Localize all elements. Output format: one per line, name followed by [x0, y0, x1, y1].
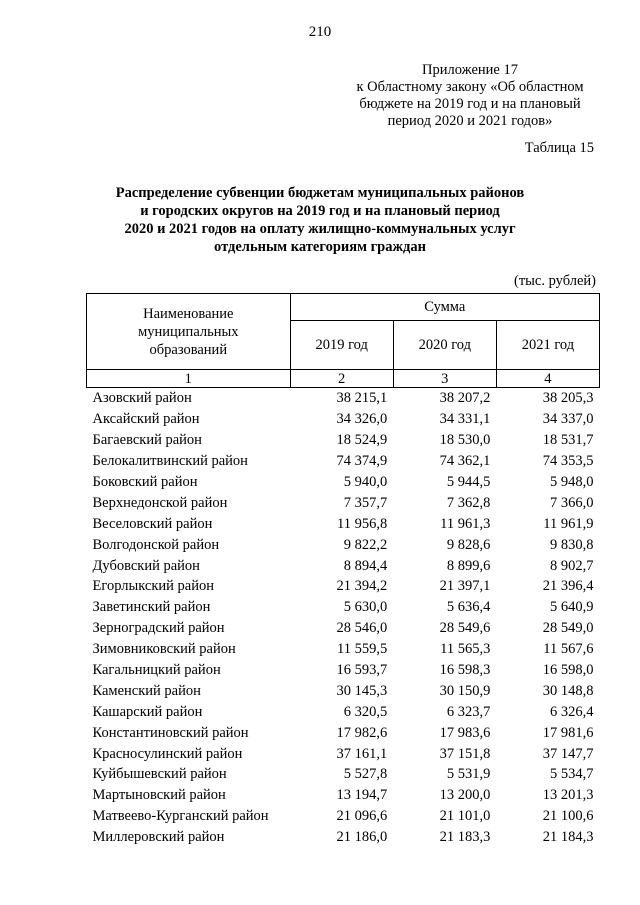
name-column-header — [87, 294, 291, 370]
amount-cell: 9 822,2 — [343, 536, 388, 553]
amount-cell: 21 397,1 — [439, 578, 491, 595]
amount-cell: 37 147,7 — [542, 745, 594, 762]
district-name: Зерноградский район — [92, 620, 225, 637]
table-row — [87, 827, 600, 848]
amount-cell: 5 534,7 — [550, 766, 594, 783]
table-row — [87, 660, 600, 681]
district-name: Куйбышевский район — [92, 766, 227, 783]
district-name: Заветинский район — [92, 599, 211, 616]
amount-cell: 34 337,0 — [542, 411, 594, 428]
district-name: Кашарский район — [92, 703, 203, 720]
amount-cell: 16 593,7 — [336, 662, 388, 679]
district-name: Верхнедонской район — [92, 494, 228, 511]
amount-cell: 21 183,3 — [439, 829, 491, 846]
amount-cell: 18 524,9 — [336, 432, 388, 449]
table-row — [87, 680, 600, 701]
column-number: 2 — [290, 370, 393, 388]
sum-column-header: Сумма — [290, 294, 599, 321]
amount-cell: 21 100,6 — [542, 808, 594, 825]
column-number: 3 — [393, 370, 496, 388]
amount-cell: 8 902,7 — [550, 557, 594, 574]
title-line-1: Распределение субвенции бюджетам муниципальных районов — [115, 185, 525, 201]
amount-cell: 11 565,3 — [440, 641, 491, 658]
table-row — [87, 701, 600, 722]
table-row — [87, 555, 600, 576]
table-row — [87, 743, 600, 764]
page-number: 210 — [308, 24, 332, 40]
amount-cell: 30 148,8 — [542, 682, 594, 699]
amount-cell: 5 636,4 — [446, 599, 491, 616]
district-name: Аксайский район — [92, 411, 200, 428]
amount-cell: 17 982,6 — [336, 724, 388, 741]
table-row — [87, 430, 600, 451]
amount-cell: 11 961,9 — [543, 515, 594, 532]
amount-cell: 21 184,3 — [542, 829, 594, 846]
document-title — [90, 184, 550, 256]
amount-cell: 7 357,7 — [343, 494, 388, 511]
table-row — [87, 388, 600, 409]
district-name: Белокалитвинский район — [92, 453, 248, 470]
table-row — [87, 597, 600, 618]
amount-cell: 6 323,7 — [446, 703, 491, 720]
table-row — [87, 722, 600, 743]
amount-cell: 5 527,8 — [343, 766, 388, 783]
amount-cell: 28 549,0 — [542, 620, 594, 637]
amount-cell: 28 549,6 — [439, 620, 491, 637]
name-header-line-1: Наименование — [143, 305, 234, 322]
amount-cell: 18 530,0 — [439, 432, 491, 449]
amount-cell: 6 320,5 — [343, 703, 388, 720]
subsidy-table — [86, 293, 600, 848]
district-name: Константиновский район — [92, 724, 249, 741]
amount-cell: 21 186,0 — [336, 829, 388, 846]
district-name: Багаевский район — [92, 432, 202, 449]
amount-cell: 28 546,0 — [336, 620, 388, 637]
table-row — [87, 472, 600, 493]
table-label: Таблица 15 — [524, 140, 594, 156]
appendix-line-4: период 2020 и 2021 годов» — [387, 113, 553, 129]
table-row — [87, 576, 600, 597]
name-header-line-3: образований — [149, 341, 228, 358]
appendix-line-1: Приложение 17 — [422, 62, 518, 78]
title-line-3: 2020 и 2021 годов на оплату жилищно-коммунальных услуг — [124, 221, 516, 237]
title-line-4: отдельным категориям граждан — [214, 239, 426, 255]
year-header-2019: 2019 год — [290, 321, 393, 370]
amount-cell: 38 205,3 — [542, 390, 594, 407]
amount-cell: 37 151,8 — [439, 745, 491, 762]
amount-cell: 9 828,6 — [446, 536, 491, 553]
amount-cell: 13 201,3 — [542, 787, 594, 804]
amount-cell: 17 983,6 — [439, 724, 491, 741]
year-header-2020: 2020 год — [393, 321, 496, 370]
table-row — [87, 618, 600, 639]
table-row — [87, 764, 600, 785]
district-name: Зимовниковский район — [92, 641, 236, 658]
appendix-reference — [340, 62, 600, 130]
units-label: (тыс. рублей) — [514, 273, 596, 289]
table-body — [87, 388, 600, 848]
table-row — [87, 785, 600, 806]
district-name: Каменский район — [92, 682, 201, 699]
district-name: Кагальницкий район — [92, 662, 221, 679]
amount-cell: 11 559,5 — [337, 641, 388, 658]
district-name: Матвеево-Курганский район — [92, 808, 269, 825]
amount-cell: 21 394,2 — [336, 578, 388, 595]
table-row — [87, 639, 600, 660]
table-row — [87, 534, 600, 555]
district-name: Мартыновский район — [92, 787, 226, 804]
amount-cell: 5 630,0 — [343, 599, 388, 616]
district-name: Дубовский район — [92, 557, 200, 574]
amount-cell: 7 362,8 — [446, 494, 491, 511]
district-name: Егорлыкский район — [92, 578, 214, 595]
amount-cell: 18 531,7 — [542, 432, 594, 449]
column-number: 4 — [496, 370, 599, 388]
amount-cell: 5 531,9 — [446, 766, 491, 783]
name-header-line-2: муниципальных — [138, 323, 239, 340]
district-name: Красносулинский район — [92, 745, 243, 762]
amount-cell: 16 598,3 — [439, 662, 491, 679]
amount-cell: 37 161,1 — [336, 745, 388, 762]
amount-cell: 5 948,0 — [550, 474, 594, 490]
amount-cell: 6 326,4 — [550, 703, 594, 720]
amount-cell: 13 200,0 — [439, 787, 491, 804]
amount-cell: 30 150,9 — [439, 682, 491, 699]
amount-cell: 5 640,9 — [550, 599, 594, 616]
amount-cell: 74 353,5 — [542, 453, 594, 470]
table-row — [87, 513, 600, 534]
amount-cell: 11 567,6 — [543, 641, 594, 658]
amount-cell: 5 940,0 — [343, 474, 388, 490]
appendix-line-2: к Областному закону «Об областном — [356, 79, 584, 95]
district-name: Миллеровский район — [92, 829, 225, 846]
amount-cell: 38 215,1 — [336, 390, 388, 407]
column-number: 1 — [87, 370, 291, 388]
amount-cell: 11 956,8 — [337, 515, 388, 532]
amount-cell: 21 096,6 — [336, 808, 388, 825]
amount-cell: 21 101,0 — [439, 808, 491, 825]
district-name: Веселовский район — [92, 515, 213, 532]
amount-cell: 74 374,9 — [336, 453, 388, 470]
district-name: Азовский район — [92, 390, 192, 407]
amount-cell: 13 194,7 — [336, 787, 388, 804]
amount-cell: 38 207,2 — [439, 390, 491, 407]
amount-cell: 16 598,0 — [542, 662, 594, 679]
table-row — [87, 409, 600, 430]
district-name: Боковский район — [92, 474, 198, 490]
amount-cell: 30 145,3 — [336, 682, 388, 699]
amount-cell: 21 396,4 — [542, 578, 594, 595]
year-header-2021: 2021 год — [496, 321, 599, 370]
amount-cell: 17 981,6 — [542, 724, 594, 741]
amount-cell: 5 944,5 — [446, 474, 491, 490]
table-row — [87, 492, 600, 513]
amount-cell: 11 961,3 — [440, 515, 491, 532]
amount-cell: 8 894,4 — [343, 557, 388, 574]
table-row — [87, 806, 600, 827]
amount-cell: 74 362,1 — [439, 453, 491, 470]
title-line-2: и городских округов на 2019 год и на плановый период — [140, 203, 500, 219]
amount-cell: 9 830,8 — [550, 536, 594, 553]
amount-cell: 7 366,0 — [550, 494, 594, 511]
amount-cell: 34 331,1 — [439, 411, 491, 428]
amount-cell: 34 326,0 — [336, 411, 388, 428]
appendix-line-3: бюджете на 2019 год и на плановый — [359, 96, 581, 112]
district-name: Волгодонской район — [92, 536, 220, 553]
amount-cell: 8 899,6 — [446, 557, 491, 574]
table-row — [87, 451, 600, 472]
